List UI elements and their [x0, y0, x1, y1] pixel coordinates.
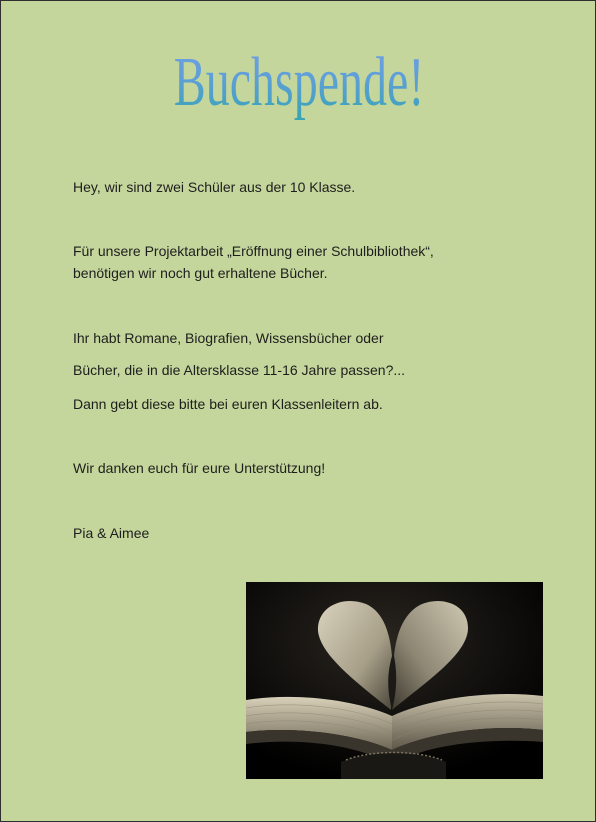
project-text-line-1: Für unsere Projektarbeit „Eröffnung einer Schulbibliothek“, [73, 243, 434, 259]
question-text-line-1: Ihr habt Romane, Biografien, Wissensbücher oder [73, 330, 384, 346]
instruction-text: Dann gebt diese bitte bei euren Klassenleitern ab. [73, 396, 383, 412]
signature-text: Pia & Aimee [73, 525, 150, 541]
heart-book-illustration [246, 582, 543, 779]
greeting-text: Hey, wir sind zwei Schüler aus der 10 Klasse. [73, 179, 356, 195]
question-text-line-2: Bücher, die in die Altersklasse 11-16 Jahre passen?... [73, 362, 406, 378]
title-text: Buchspende! [173, 43, 425, 121]
project-text-line-2: benötigen wir noch gut erhaltene Bücher. [73, 265, 328, 281]
thanks-text: Wir danken euch für eure Unterstützung! [73, 460, 326, 476]
heart-book-photo [246, 582, 543, 779]
page-title [1, 25, 596, 141]
